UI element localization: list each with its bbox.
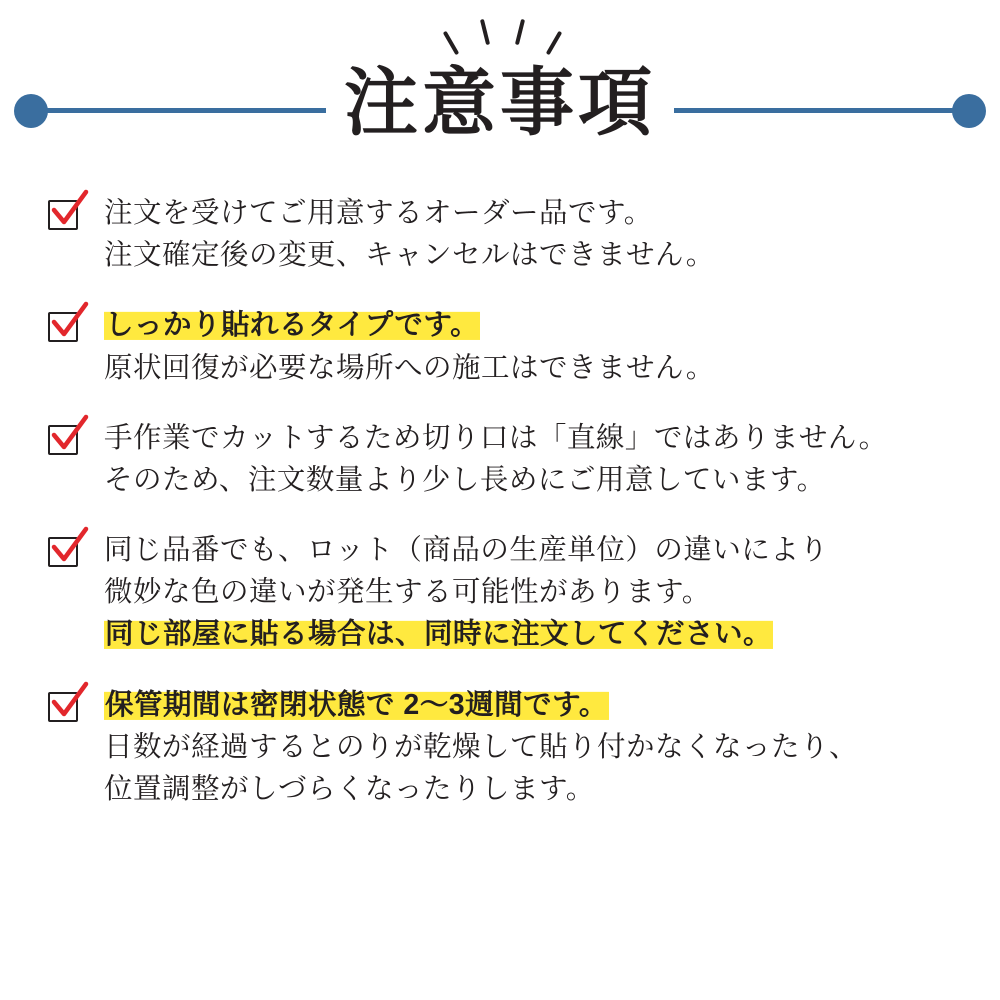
list-item [48,684,960,811]
list-item-line: 注文を受けてご用意するオーダー品です。 [104,197,653,229]
checkbox-checked-icon [48,423,82,457]
list-item-line: 微妙な色の違いが発生する可能性があります。 [104,576,711,609]
page-title: 注意事項 [344,61,656,144]
list-item-line: そのため、注文数量より少し長めにご用意しています。 [104,463,826,496]
list-item [48,529,960,656]
list-item-line: 保管期間は密閉状態で 2～3週間です。 [105,688,608,721]
list-item-line: 同じ部屋に貼る場合は、同時に注文してください。 [105,618,773,651]
checkbox-checked-icon [48,690,82,724]
decorative-sparkle-rays [0,8,1000,66]
checkbox-checked-icon [48,535,82,569]
list-item-line: 位置調整がしづらくなったりします。 [104,772,595,805]
list-item-text [104,192,960,276]
list-item-line: 手作業でカットするため切り口は「直線」ではありません。 [104,421,888,454]
checkbox-checked-icon [48,198,82,232]
list-item-line: 注文確定後の変更、キャンセルはできません。 [104,239,715,272]
list-item-text [104,684,960,811]
list-item [48,304,960,388]
list-item-text [104,417,960,501]
list-item-line: 日数が経過するとのりが乾燥して貼り付かなくなったり、 [104,730,859,763]
list-item [48,192,960,276]
list-item-text [104,529,960,656]
page-header [0,0,1000,170]
list-item-line: 原状回復が必要な場所への施工はできません。 [104,351,715,384]
list-item-text [104,304,960,388]
checkbox-checked-icon [48,310,82,344]
list-item-line: 同じ品番でも、ロット（商品の生産単位）の違いにより [104,534,829,567]
notice-list [48,192,960,838]
list-item-line: しっかり貼れるタイプです。 [105,309,480,342]
list-item [48,417,960,501]
